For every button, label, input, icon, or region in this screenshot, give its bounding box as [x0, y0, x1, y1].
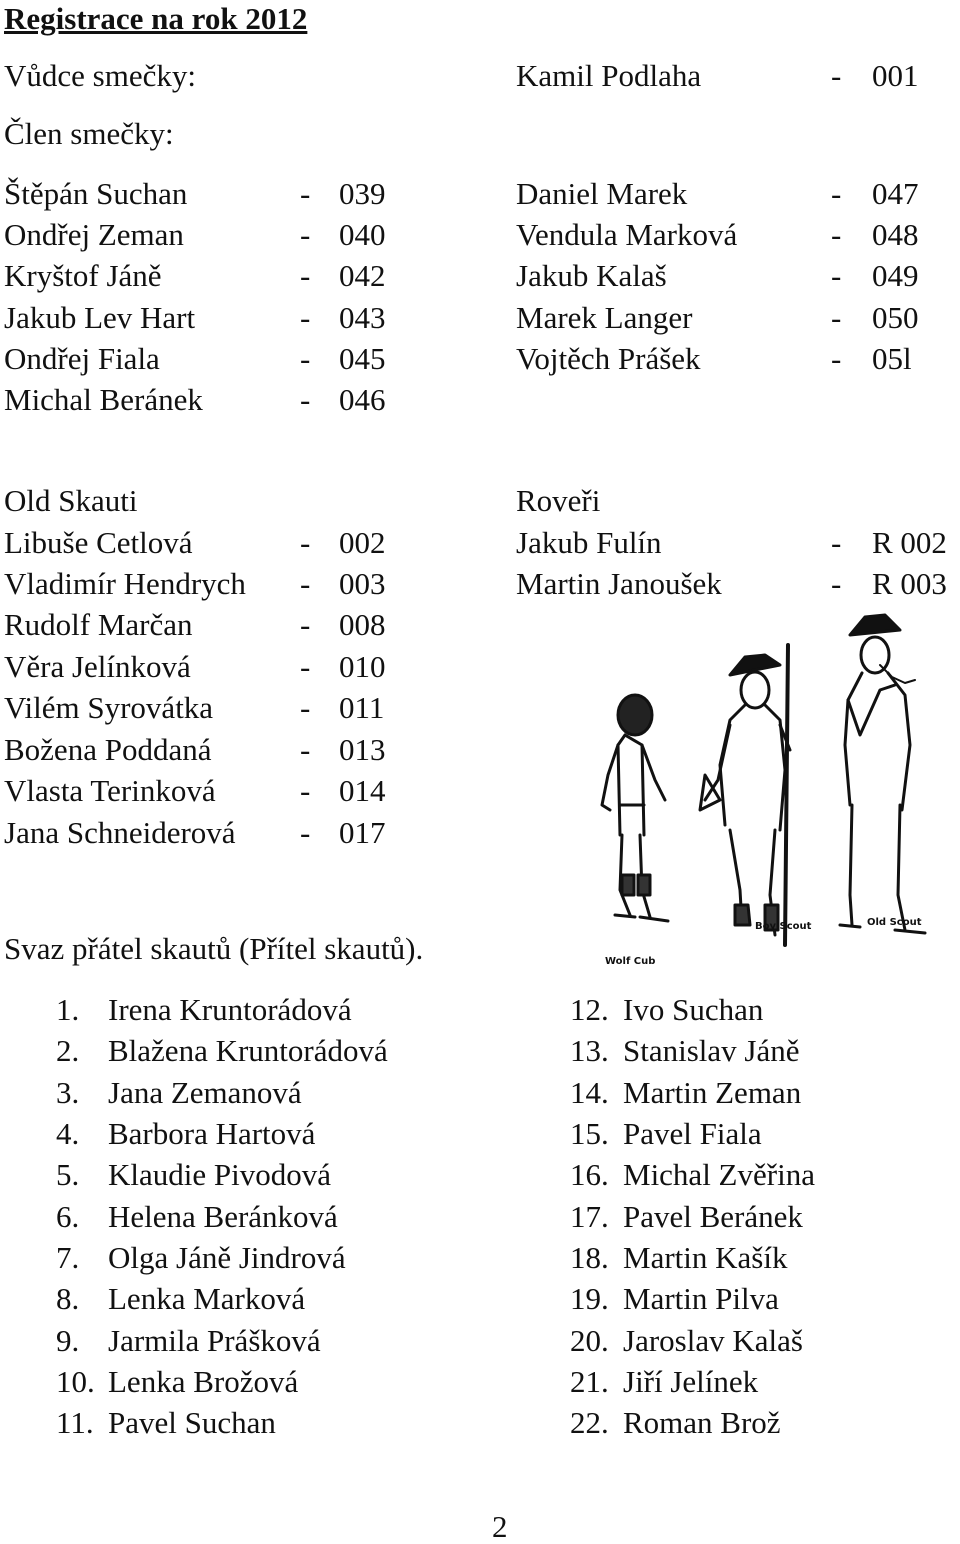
list-item-name: Irena Kruntorádová	[108, 992, 352, 1027]
list-item-number: 9.	[56, 1323, 80, 1358]
list-item-number: 003	[339, 566, 386, 601]
list-item-number: 017	[339, 815, 386, 850]
list-item-number: 046	[339, 382, 386, 417]
leader-number: 001	[872, 58, 919, 93]
list-item-name: Klaudie Pivodová	[108, 1157, 331, 1192]
list-item-number: 15.	[570, 1116, 609, 1151]
list-item-number: 22.	[570, 1405, 609, 1440]
list-item-name: Božena Poddaná	[4, 732, 212, 767]
list-item-dash: -	[300, 690, 311, 725]
list-item-dash: -	[831, 341, 842, 376]
list-item-number: 011	[339, 690, 385, 725]
list-item-name: Lenka Marková	[108, 1281, 306, 1316]
list-item-number: 040	[339, 217, 386, 252]
leader-label: Vůdce smečky:	[4, 58, 196, 93]
list-item-number: 14.	[570, 1075, 609, 1110]
list-item-number: 16.	[570, 1157, 609, 1192]
list-item-name: Jakub Fulín	[516, 525, 662, 560]
list-item-name: Martin Zeman	[623, 1075, 802, 1110]
list-item-number: 12.	[570, 992, 609, 1027]
old-scout-figure	[840, 615, 925, 933]
list-item-dash: -	[300, 217, 311, 252]
list-item-name: Rudolf Marčan	[4, 607, 193, 642]
list-item-name: Ivo Suchan	[623, 992, 764, 1027]
list-item-name: Stanislav Jáně	[623, 1033, 800, 1068]
list-item-dash: -	[300, 525, 311, 560]
rovers-heading: Roveři	[516, 483, 601, 518]
list-item-name: Jana Zemanová	[108, 1075, 302, 1110]
list-item-number: 045	[339, 341, 386, 376]
friends-heading: Svaz přátel skautů (Přítel skautů).	[4, 931, 424, 966]
list-item-number: 4.	[56, 1116, 80, 1151]
list-item-name: Jakub Lev Hart	[4, 300, 196, 335]
list-item-name: Helena Beránková	[108, 1199, 338, 1234]
list-item-number: 002	[339, 525, 386, 560]
list-item-name: Ondřej Zeman	[4, 217, 184, 252]
list-item-name: Jarmila Prášková	[108, 1323, 321, 1358]
list-item-number: 05l	[872, 341, 912, 376]
list-item-name: Vendula Marková	[516, 217, 738, 252]
page-number: 2	[492, 1509, 508, 1544]
list-item-name: Lenka Brožová	[108, 1364, 299, 1399]
list-item-number: 050	[872, 300, 919, 335]
wolf-cub-figure	[602, 695, 668, 921]
list-item-number: 19.	[570, 1281, 609, 1316]
list-item-dash: -	[300, 176, 311, 211]
list-item-name: Daniel Marek	[516, 176, 688, 211]
list-item-name: Věra Jelínková	[4, 649, 191, 684]
list-item-name: Barbora Hartová	[108, 1116, 316, 1151]
list-item-dash: -	[831, 217, 842, 252]
list-item-name: Vojtěch Prášek	[516, 341, 701, 376]
list-item-name: Libuše Cetlová	[4, 525, 193, 560]
list-item-dash: -	[300, 773, 311, 808]
list-item-dash: -	[300, 815, 311, 850]
list-item-name: Kryštof Jáně	[4, 258, 162, 293]
list-item-name: Vladimír Hendrych	[4, 566, 246, 601]
list-item-name: Michal Zvěřina	[623, 1157, 815, 1192]
page-title: Registrace na rok 2012	[4, 1, 308, 36]
list-item-name: Vilém Syrovátka	[4, 690, 214, 725]
list-item-dash: -	[300, 566, 311, 601]
list-item-number: 7.	[56, 1240, 80, 1275]
wolf-cub-caption: Wolf Cub	[605, 956, 656, 967]
boy-scout-caption: Boy Scout	[755, 921, 812, 932]
list-item-number: 20.	[570, 1323, 609, 1358]
list-item-dash: -	[831, 566, 842, 601]
boy-scout-figure	[700, 645, 790, 945]
list-item-number: 2.	[56, 1033, 80, 1068]
list-item-number: 5.	[56, 1157, 80, 1192]
list-item-name: Štěpán Suchan	[4, 176, 188, 211]
list-item-number: 042	[339, 258, 386, 293]
list-item-name: Jiří Jelínek	[623, 1364, 759, 1399]
list-item-number: 014	[339, 773, 386, 808]
list-item-name: Roman Brož	[623, 1405, 781, 1440]
list-item-name: Jaroslav Kalaš	[623, 1323, 803, 1358]
list-item-dash: -	[831, 176, 842, 211]
list-item-number: R 003	[872, 566, 947, 601]
list-item-number: 13.	[570, 1033, 609, 1068]
list-item-number: 21.	[570, 1364, 609, 1399]
leader-dash: -	[831, 58, 842, 93]
list-item-number: R 002	[872, 525, 947, 560]
old-scout-caption: Old Scout	[867, 917, 922, 928]
list-item-number: 010	[339, 649, 386, 684]
list-item-name: Jana Schneiderová	[4, 815, 236, 850]
list-item-number: 1.	[56, 992, 80, 1027]
list-item-number: 043	[339, 300, 386, 335]
list-item-dash: -	[300, 341, 311, 376]
list-item-number: 039	[339, 176, 386, 211]
list-item-dash: -	[300, 300, 311, 335]
list-item-number: 047	[872, 176, 919, 211]
list-item-name: Ondřej Fiala	[4, 341, 160, 376]
old-scouts-heading: Old Skauti	[4, 483, 138, 518]
list-item-name: Martin Pilva	[623, 1281, 779, 1316]
list-item-number: 17.	[570, 1199, 609, 1234]
list-item-name: Olga Jáně Jindrová	[108, 1240, 346, 1275]
list-item-dash: -	[831, 258, 842, 293]
list-item-number: 3.	[56, 1075, 80, 1110]
list-item-dash: -	[300, 732, 311, 767]
list-item-name: Pavel Fiala	[623, 1116, 762, 1151]
members-label: Člen smečky:	[4, 116, 174, 151]
list-item-dash: -	[831, 300, 842, 335]
list-item-number: 048	[872, 217, 919, 252]
list-item-name: Martin Janoušek	[516, 566, 722, 601]
list-item-name: Blažena Kruntorádová	[108, 1033, 388, 1068]
list-item-name: Vlasta Terinková	[4, 773, 216, 808]
list-item-number: 10.	[56, 1364, 95, 1399]
list-item-name: Marek Langer	[516, 300, 693, 335]
list-item-dash: -	[831, 525, 842, 560]
list-item-name: Pavel Suchan	[108, 1405, 276, 1440]
list-item-name: Pavel Beránek	[623, 1199, 803, 1234]
list-item-dash: -	[300, 258, 311, 293]
list-item-dash: -	[300, 382, 311, 417]
list-item-number: 049	[872, 258, 919, 293]
list-item-number: 6.	[56, 1199, 80, 1234]
list-item-number: 8.	[56, 1281, 80, 1316]
list-item-number: 11.	[56, 1405, 94, 1440]
list-item-number: 008	[339, 607, 386, 642]
list-item-name: Jakub Kalaš	[516, 258, 667, 293]
leader-name: Kamil Podlaha	[516, 58, 702, 93]
list-item-dash: -	[300, 607, 311, 642]
list-item-number: 013	[339, 732, 386, 767]
list-item-name: Martin Kašík	[623, 1240, 788, 1275]
list-item-name: Michal Beránek	[4, 382, 203, 417]
list-item-dash: -	[300, 649, 311, 684]
list-item-number: 18.	[570, 1240, 609, 1275]
